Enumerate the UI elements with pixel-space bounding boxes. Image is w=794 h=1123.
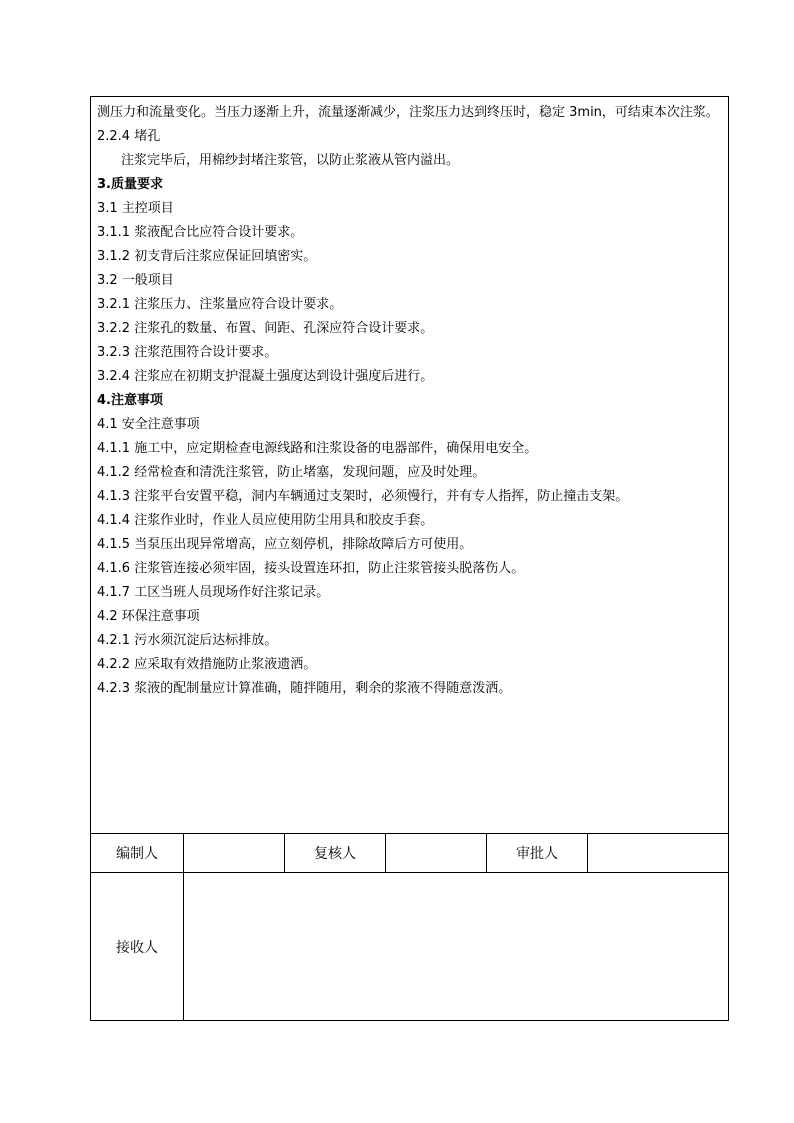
body-line: 4.1.1 施工中，应定期检查电源线路和注浆设备的电器部件，确保用电安全。 bbox=[97, 441, 538, 456]
body-line: 3.1.2 初支背后注浆应保证回填密实。 bbox=[97, 249, 317, 264]
approver-label: 审批人 bbox=[516, 846, 558, 862]
document-body bbox=[97, 101, 722, 831]
body-line: 3.2 一般项目 bbox=[97, 273, 174, 288]
compiler-value bbox=[184, 834, 284, 872]
body-line: 4.2.2 应采取有效措施防止浆液遗洒。 bbox=[97, 657, 317, 672]
body-line: 3.2.1 注浆压力、注浆量应符合设计要求。 bbox=[97, 297, 343, 312]
body-line: 3.1 主控项目 bbox=[97, 201, 174, 216]
body-line: 4.1.5 当泵压出现异常增高，应立刻停机，排除故障后方可使用。 bbox=[97, 537, 473, 552]
body-line: 3.2.3 注浆范围符合设计要求。 bbox=[97, 345, 278, 360]
body-line: 注浆完毕后，用棉纱封堵注浆管，以防止浆液从管内溢出。 bbox=[121, 153, 460, 168]
approver-value bbox=[588, 834, 728, 872]
body-line: 4.1.7 工区当班人员现场作好注浆记录。 bbox=[97, 585, 330, 600]
body-line: 4.2 环保注意事项 bbox=[97, 609, 200, 624]
document-frame bbox=[90, 96, 729, 1021]
body-line: 4.2.3 浆液的配制量应计算准确，随拌随用，剩余的浆液不得随意泼洒。 bbox=[97, 681, 512, 696]
body-line: 3.1.1 浆液配合比应符合设计要求。 bbox=[97, 225, 304, 240]
body-line: 4.2.1 污水须沉淀后达标排放。 bbox=[97, 633, 278, 648]
reviewer-label: 复核人 bbox=[314, 846, 356, 862]
body-line: 2.2.4 堵孔 bbox=[97, 129, 161, 144]
body-line: 4.1.6 注浆管连接必须牢固，接头设置连环扣，防止注浆管接头脱落伤人。 bbox=[97, 561, 525, 576]
section-heading: 3.质量要求 bbox=[97, 177, 163, 192]
section-heading: 4.注意事项 bbox=[97, 393, 163, 408]
body-line: 4.1 安全注意事项 bbox=[97, 417, 200, 432]
body-line: 3.2.2 注浆孔的数量、布置、间距、孔深应符合设计要求。 bbox=[97, 321, 434, 336]
receiver-label: 接收人 bbox=[116, 939, 158, 956]
body-line: 4.1.4 注浆作业时，作业人员应使用防尘用具和胶皮手套。 bbox=[97, 513, 434, 528]
compiler-label: 编制人 bbox=[116, 846, 158, 862]
body-line: 测压力和流量变化。当压力逐渐上升，流量逐渐减少，注浆压力达到终压时，稳定 3min，可结束本次注浆。 bbox=[97, 105, 719, 120]
body-line: 4.1.3 注浆平台安置平稳，洞内车辆通过支架时，必须慢行，并有专人指挥，防止撞击支架。 bbox=[97, 489, 629, 504]
body-line: 4.1.2 经常检查和清洗注浆管，防止堵塞，发现问题，应及时处理。 bbox=[97, 465, 486, 480]
reviewer-value bbox=[386, 834, 486, 872]
receiver-value bbox=[184, 873, 728, 1020]
body-line: 3.2.4 注浆应在初期支护混凝土强度达到设计强度后进行。 bbox=[97, 369, 434, 384]
